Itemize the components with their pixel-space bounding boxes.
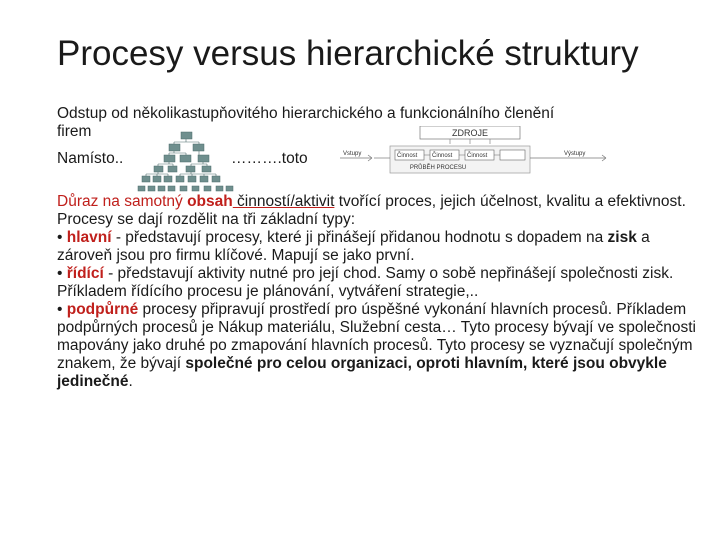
instead-label: Namísto.. <box>57 150 124 167</box>
activity-label-1: Činnost <box>397 153 418 159</box>
profit-word: zisk <box>607 229 637 246</box>
paragraph-main-processes <box>57 229 697 265</box>
intro-line-1: Odstup od několikastupňovitého hierarchického a funkcionálního členění <box>57 105 555 122</box>
bullet: • <box>57 301 67 318</box>
this-label: ……….toto <box>231 150 308 167</box>
activity-label-2: Činnost <box>432 153 453 159</box>
paragraph-support-processes <box>57 301 697 391</box>
paragraph-management-processes <box>57 265 697 301</box>
process-flow-diagram <box>338 126 610 176</box>
main-text-a: - představují procesy, které ji přinášejí přidanou hodnotu s dopadem na <box>111 229 608 246</box>
body-text <box>57 193 697 391</box>
intro-line-2: firem <box>57 123 92 140</box>
p1-content-word: obsah <box>187 193 233 210</box>
paragraph-emphasis <box>57 193 697 211</box>
resources-label: ZDROJE <box>452 128 488 138</box>
inputs-label: Vstupy <box>343 151 362 157</box>
main-text-b: a zároveň jsou pro firmu klíčové. Mapují se jako první. <box>57 229 650 264</box>
management-key: řídící <box>66 265 104 282</box>
flow-label: PRŮBĚH PROCESU <box>409 165 467 171</box>
activity-label-3: Činnost <box>467 153 488 159</box>
p1-lead: Důraz na samotný <box>57 193 188 210</box>
bullet: • <box>57 265 67 282</box>
support-end: . <box>128 373 133 390</box>
support-key: podpůrné <box>66 301 139 318</box>
outputs-label: Výstupy <box>564 151 586 157</box>
main-key: hlavní <box>66 229 112 246</box>
support-text: procesy připravují prostředí pro úspěšné vykonání hlavních procesů. Příkladem podpůrných procesů je Nákup materiálu, Služební cesta… Tyto procesy bývají ve společnosti mapovány jako druhé po zmapování hlavních procesů. Tyto procesy se vyznačují společným znakem, že bývají <box>57 301 696 372</box>
p1-activities: činností/aktivit <box>232 193 335 210</box>
paragraph-types-intro: Procesy se dají rozdělit na tři základní typy: <box>57 211 356 228</box>
management-text: - představují aktivity nutné pro její chod. Samy o sobě nepřinášejí společnosti zisk. Příkladem řídícího procesu je plánování, vytváření strategie,.. <box>57 265 674 300</box>
bullet: • <box>57 229 67 246</box>
org-chart-diagram <box>136 130 236 194</box>
support-emphasis: společné pro celou organizaci, oproti hlavním, které jsou obvykle jedinečné <box>57 355 667 390</box>
slide-title: Procesy versus hierarchické struktury <box>57 34 639 73</box>
p1-rest: tvořící proces, jejich účelnost, kvalitu a efektivnost. <box>334 193 686 210</box>
